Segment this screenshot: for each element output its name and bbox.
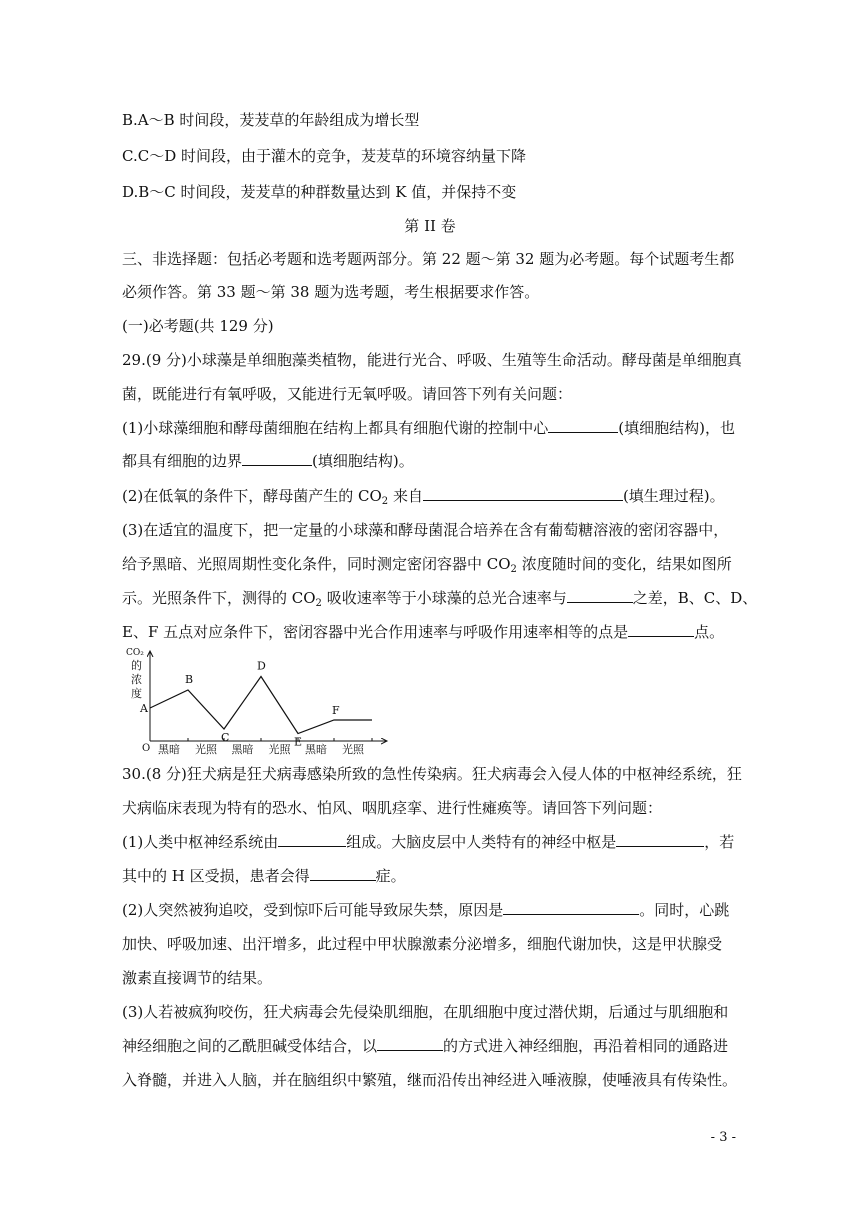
q30-p1-text-b: 组成。大脑皮层中人类特有的神经中枢是 <box>346 833 617 851</box>
graph-period-label: 黑暗 <box>305 743 327 755</box>
graph-point-label-b: B <box>185 673 194 686</box>
q29-p2-sub: 2 <box>381 496 389 507</box>
q30-part3-line2 <box>122 1036 728 1056</box>
q29-p1-text-c: 都具有细胞的边界 <box>122 452 243 470</box>
q29-part1-line2 <box>122 451 414 471</box>
q29-p2-text-c: (填生理过程)。 <box>622 487 725 505</box>
co2-concentration-graph <box>122 643 392 755</box>
q30-answer-blank-1[interactable] <box>278 832 346 847</box>
graph-origin-label: O <box>142 743 151 754</box>
q30-p1-text-e: 症。 <box>375 867 406 885</box>
q30-answer-blank-5[interactable] <box>377 1036 443 1051</box>
q29-p2-text-b: 来自 <box>388 487 423 505</box>
q30-p1-text-c: ，若 <box>704 833 735 851</box>
q29-p3-l3-sub: 2 <box>315 598 322 609</box>
q29-p3-l4-text-b: 点。 <box>694 623 725 641</box>
q29-p2-text-a: (2)在低氧的条件下，酵母菌产生的 CO <box>122 487 382 505</box>
graph-ylabel-char: 的 <box>131 659 142 672</box>
q30-p3-l2-text-a: 神经细胞之间的乙酰胆碱受体结合，以 <box>122 1037 378 1055</box>
graph-point-label-a: A <box>140 702 148 715</box>
graph-period-label: 黑暗 <box>158 743 180 755</box>
graph-ylabel-char: CO₂ <box>126 648 144 658</box>
q30-intro-2: 犬病临床表现为特有的恐水、怕风、咽肌痉挛、进行性瘫痪等。请回答下列问题： <box>122 799 663 817</box>
q29-part3-line3 <box>122 588 757 608</box>
q29-p3-l2-sub: 2 <box>510 564 517 575</box>
option-d: D.B～C 时间段，茇茇草的种群数量达到 K 值，并保持不变 <box>122 183 517 201</box>
q29-answer-blank-3[interactable] <box>423 486 623 501</box>
q30-p3-l2-text-b: 的方式进入神经细胞，再沿着相同的通路进 <box>443 1037 729 1055</box>
q30-p1-text-d: 其中的 H 区受损，患者会得 <box>122 867 310 885</box>
graph-point-label-c: C <box>221 731 230 744</box>
required-header: (一)必考题(共 129 分) <box>122 317 274 335</box>
q29-p3-l3-text-c: 之差，B、C、D、 <box>632 589 758 607</box>
graph-point-label-d: D <box>257 659 266 673</box>
section-title: 第 II 卷 <box>404 217 456 235</box>
option-c: C.C～D 时间段，由于灌木的竞争，茇茇草的环境容纳量下降 <box>122 147 526 165</box>
q29-answer-blank-5[interactable] <box>628 622 694 637</box>
q30-answer-blank-2[interactable] <box>616 832 704 847</box>
q29-part2 <box>122 486 725 506</box>
graph-point-labels <box>139 660 340 749</box>
q29-p1-text-d: (填细胞结构)。 <box>312 452 414 470</box>
graph-point-label-e: E <box>294 735 303 749</box>
q30-part2-line3: 激素直接调节的结果。 <box>122 969 273 987</box>
q29-p1-text-a: (1)小球藻细胞和酵母菌细胞在结构上都具有细胞代谢的控制中心 <box>122 419 549 437</box>
q29-p1-text-b: (填细胞结构)，也 <box>618 419 735 437</box>
graph-period-label: 光照 <box>342 743 364 755</box>
graph-period-label: 光照 <box>195 743 217 755</box>
q30-part3-line1: (3)人若被疯狗咬伤，狂犬病毒会先侵染肌细胞，在肌细胞中度过潜伏期，后通过与肌细胞和 <box>122 1003 729 1021</box>
q29-answer-blank-1[interactable] <box>548 418 618 433</box>
q30-part3-line3: 入脊髓，并进入人脑，并在脑组织中繁殖，继而沿传出神经进入唾液腺，使唾液具有传染性。 <box>122 1071 738 1089</box>
q29-answer-blank-2[interactable] <box>242 451 312 466</box>
graph-period-label: 黑暗 <box>231 743 254 755</box>
q29-p3-l2-text-b: 浓度随时间的变化，结果如图所 <box>516 555 732 573</box>
q29-part3-line1: (3)在适宜的温度下，把一定量的小球藻和酵母菌混合培养在含有葡萄糖溶液的密闭容器中， <box>122 521 729 539</box>
q29-intro-2: 菌，既能进行有氧呼吸，又能进行无氧呼吸。请回答下列有关问题： <box>122 385 573 403</box>
q30-part2-line2: 加快、呼吸加速、出汗增多，此过程中甲状腺激素分泌增多，细胞代谢加快，这是甲状腺受 <box>122 935 723 953</box>
q30-p2-text-a: (2)人突然被狗追咬，受到惊吓后可能导致尿失禁，原因是 <box>122 901 504 919</box>
q29-answer-blank-4[interactable] <box>567 588 633 603</box>
instructions-line-1: 三、非选择题：包括必考题和选考题两部分。第 22 题～第 32 题为必考题。每个试题考生都 <box>122 250 735 268</box>
q29-part3-line2 <box>122 554 732 574</box>
q29-p3-l3-text-a: 示。光照条件下，测得的 CO <box>122 589 316 607</box>
instructions-line-2: 必须作答。第 33 题～第 38 题为选考题，考生根据要求作答。 <box>122 283 540 301</box>
graph-ylabel-char: 度 <box>131 687 142 700</box>
q30-part2-line1 <box>122 900 729 920</box>
graph-period-labels <box>158 742 365 755</box>
q29-part3-line4 <box>122 622 724 642</box>
q29-part1-line1 <box>122 418 735 438</box>
page-number: - 3 - <box>710 1130 736 1145</box>
q29-p3-l3-text-b: 吸收速率等于小球藻的总光合速率与 <box>321 589 567 607</box>
q29-p3-l4-text-a: E、F 五点对应条件下，密闭容器中光合作用速率与呼吸作用速率相等的点是 <box>122 623 629 641</box>
q30-p2-text-b: 。同时，心跳 <box>639 901 730 919</box>
q30-part1-line2 <box>122 866 406 886</box>
option-b: B.A～B 时间段，茇茇草的年龄组成为增长型 <box>122 111 420 129</box>
q29-intro-1: 29.(9 分)小球藻是单细胞藻类植物，能进行光合、呼吸、生殖等生命活动。酵母菌是单细胞真 <box>122 351 742 369</box>
q30-answer-blank-4[interactable] <box>503 900 639 915</box>
q30-part1-line1 <box>122 832 734 852</box>
q30-answer-blank-3[interactable] <box>310 866 376 881</box>
graph-period-label: 光照 <box>268 743 291 755</box>
graph-y-axis-label <box>126 648 144 700</box>
q30-intro-1: 30.(8 分)狂犬病是狂犬病毒感染所致的急性传染病。狂犬病毒会入侵人体的中枢神经系统，狂 <box>122 765 742 783</box>
q30-p1-text-a: (1)人类中枢神经系统由 <box>122 833 279 851</box>
q29-p3-l2-text-a: 给予黑暗、光照周期性变化条件，同时测定密闭容器中 CO <box>122 555 511 573</box>
graph-ylabel-char: 浓 <box>131 673 142 686</box>
graph-point-label-f: F <box>332 704 340 717</box>
